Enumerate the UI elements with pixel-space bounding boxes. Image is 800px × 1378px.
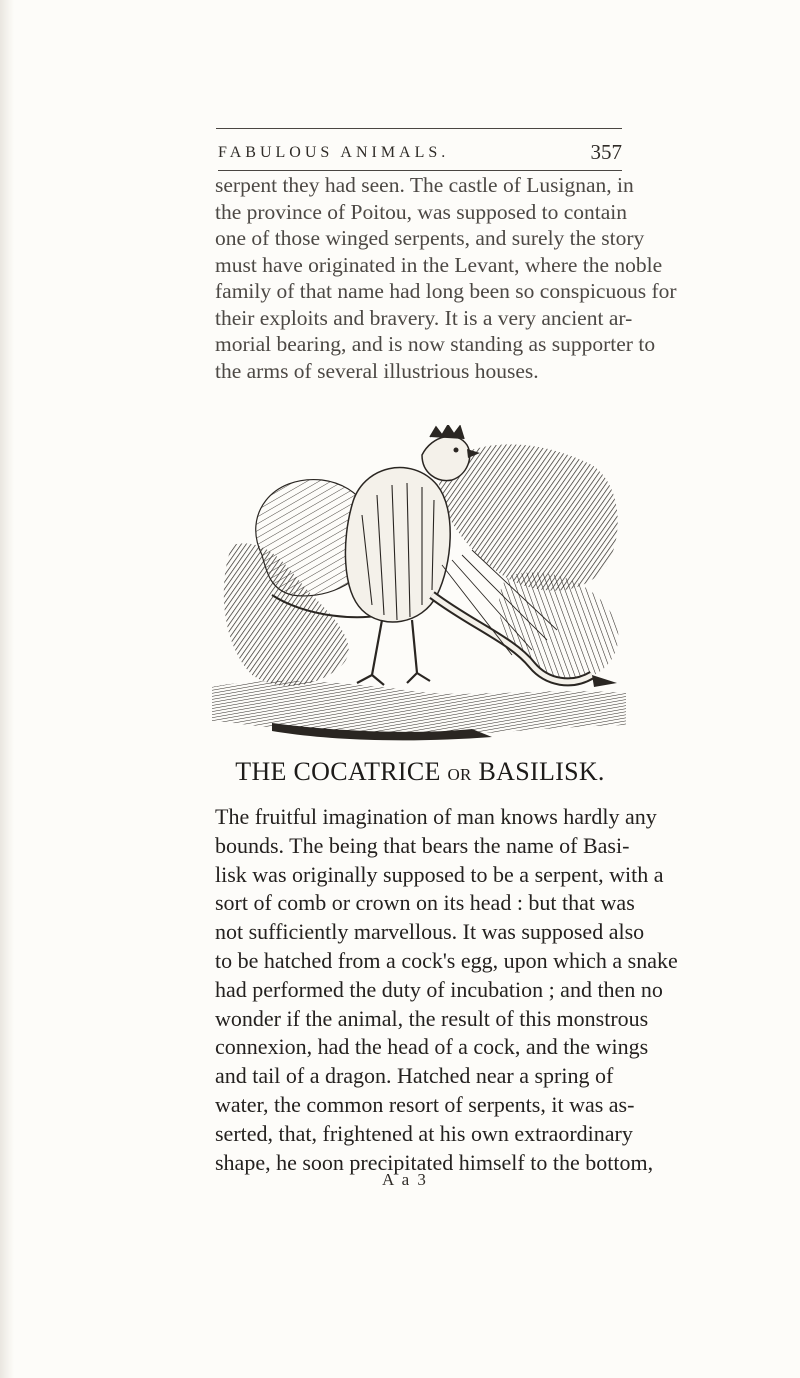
text-line: to be hatched from a cock's egg, upon which a snake: [215, 947, 678, 973]
page-gutter: [0, 0, 14, 1378]
header-rule-bottom: [218, 170, 622, 171]
paragraph-lusignan: [215, 172, 677, 384]
text-line: their exploits and bravery. It is a very ancient ar-: [215, 305, 633, 330]
text-line: bounds. The being that bears the name of Basi-: [215, 832, 630, 858]
text-line: shape, he soon precipitated himself to the bottom,: [215, 1149, 654, 1175]
text-line: serpent they had seen. The castle of Lusignan, in: [215, 173, 634, 197]
cocatrice-engraving: [212, 425, 626, 745]
text-line: connexion, had the head of a cock, and the wings: [215, 1034, 649, 1060]
text-line: and tail of a dragon. Hatched near a spring of: [215, 1063, 614, 1089]
text-line: serted, that, frightened at his own extraordinary: [215, 1120, 633, 1146]
text-line: water, the common resort of serpents, it was as-: [215, 1091, 635, 1117]
paragraph-basilisk: [215, 803, 678, 1177]
text-line: one of those winged serpents, and surely the story: [215, 226, 645, 250]
header-rule-top: [216, 128, 622, 129]
text-line: not sufficiently marvellous. It was supposed also: [215, 919, 645, 945]
page-number: 357: [590, 140, 622, 164]
text-line: had performed the duty of incubation ; and then no: [215, 976, 663, 1002]
cocatrice-illustration-icon: [212, 425, 626, 745]
running-title: FABULOUS ANIMALS.: [218, 144, 450, 161]
caption-text: BASILISK.: [471, 757, 605, 786]
running-head: [218, 140, 622, 170]
text-line: must have originated in the Levant, where the noble: [215, 252, 663, 277]
text-line: the province of Poitou, was supposed to contain: [215, 199, 628, 224]
text-line: wonder if the animal, the result of this monstrous: [215, 1005, 649, 1031]
text-line: morial bearing, and is now standing as supporter to: [215, 332, 656, 356]
figure-caption: [200, 757, 640, 787]
caption-connector: OR: [447, 765, 472, 784]
text-line: sort of comb or crown on its head : but that was: [215, 890, 635, 916]
signature-mark: A a 3: [382, 1170, 428, 1189]
text-line: the arms of several illustrious houses.: [215, 358, 539, 383]
caption-text: THE COCATRICE: [235, 757, 448, 786]
text-line: lisk was originally supposed to be a serpent, with a: [215, 861, 664, 887]
text-line: The fruitful imagination of man knows hardly any: [215, 804, 657, 829]
text-line: family of that name had long been so conspicuous for: [215, 279, 677, 303]
